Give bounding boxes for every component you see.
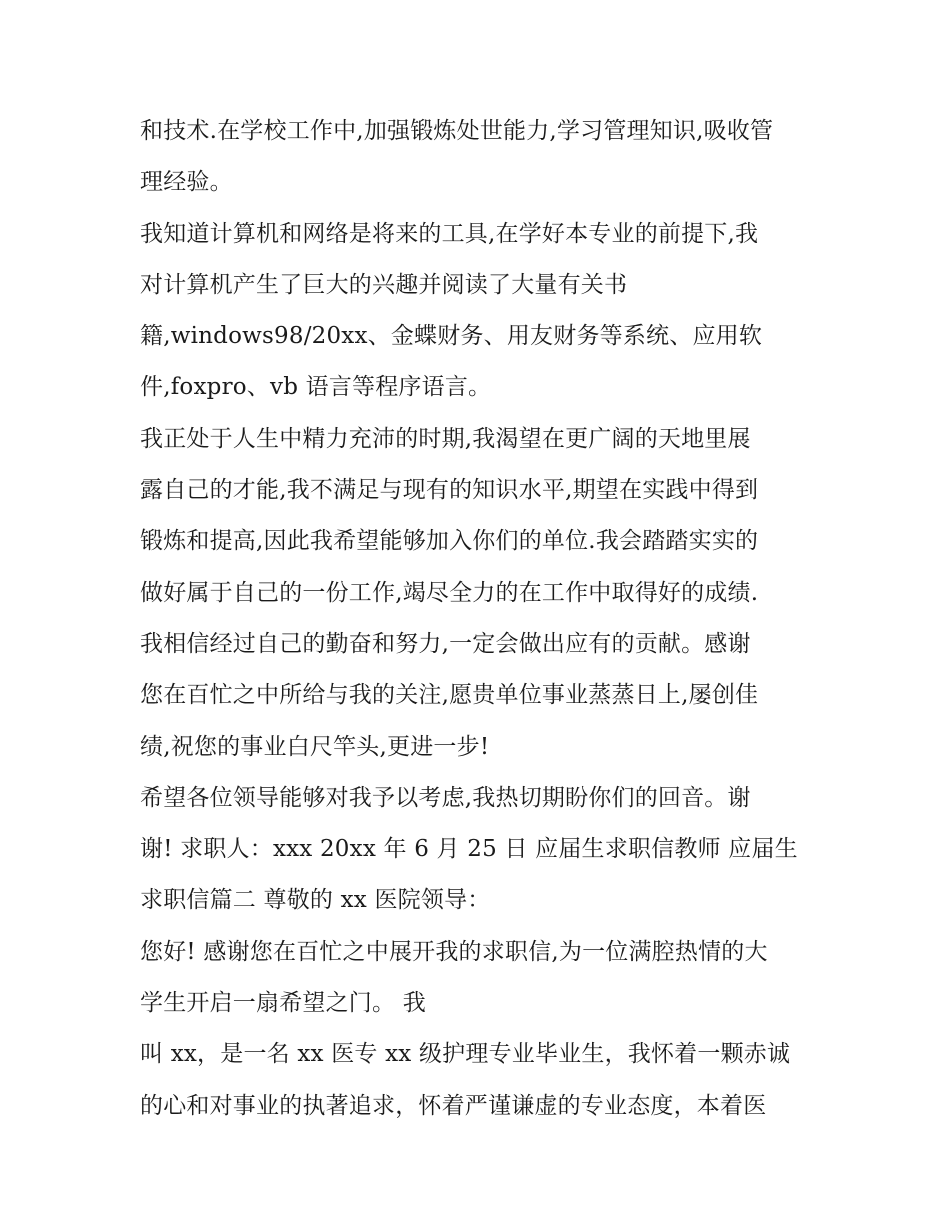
text-line: 和技术.在学校工作中,加强锻炼处世能力,学习管理知识,吸收管 xyxy=(140,118,774,144)
text-line: 做好属于自己的一份工作,竭尽全力的在工作中取得好的成绩. xyxy=(140,579,759,606)
text-line: 叫 xx，是一名 xx 医专 xx 级护理专业毕业生，我怀着一颗赤诚 xyxy=(140,1041,791,1068)
text-line: 的心和对事业的执著追求，怀着严谨谦虚的专业态度，本着医 xyxy=(140,1092,767,1119)
text-line: 绩,祝您的事业白尺竿头,更进一步! xyxy=(140,733,490,760)
text-line: 理经验。 xyxy=(140,169,233,196)
text-line: 露自己的才能,我不满足与现有的知识水平,期望在实践中得到 xyxy=(140,477,759,504)
text-line: 我正处于人生中精力充沛的时期,我渴望在更广阔的天地里展 xyxy=(140,425,751,452)
text-line: 谢! 求职人：xxx 20xx 年 6 月 25 日 应届生求职信教师 应届生 xyxy=(140,836,798,863)
text-line: 锻炼和提高,因此我希望能够加入你们的单位.我会踏踏实实的 xyxy=(140,528,759,555)
text-line: 求职信篇二 尊敬的 xx 医院领导： xyxy=(140,887,491,914)
text-line: 学生开启一扇希望之门。 我 xyxy=(140,990,426,1017)
text-line: 件,foxpro、vb 语言等程序语言。 xyxy=(140,374,492,401)
text-line: 您好! 感谢您在百忙之中展开我的求职信,为一位满腔热情的大 xyxy=(140,938,768,965)
text-line: 籍,windows98/20xx、金蝶财务、用友财务等系统、应用软 xyxy=(140,323,763,350)
text-line: 我知道计算机和网络是将来的工具,在学好本专业的前提下,我 xyxy=(140,220,759,247)
text-line: 希望各位领导能够对我予以考虑,我热切期盼你们的回音。谢 xyxy=(140,784,751,811)
document-body xyxy=(140,106,830,1132)
text-line: 对计算机产生了巨大的兴趣并阅读了大量有关书 xyxy=(140,271,628,298)
text-line: 您在百忙之中所给与我的关注,愿贵单位事业蒸蒸日上,屡创佳 xyxy=(140,682,759,709)
text-line: 我相信经过自己的勤奋和努力,一定会做出应有的贡献。感谢 xyxy=(140,630,751,657)
